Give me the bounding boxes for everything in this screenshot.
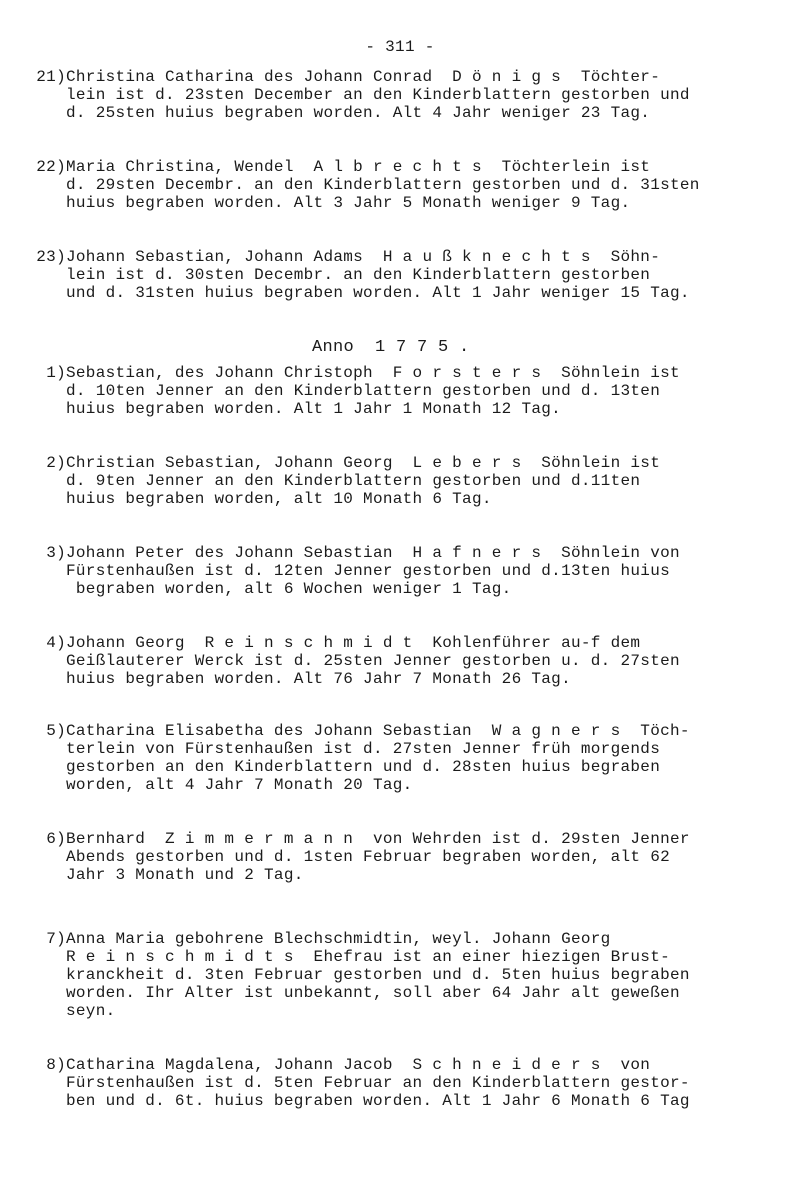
page-number: - 311 -: [365, 38, 435, 56]
entry-line: begraben worden, alt 6 Wochen weniger 1 Tag.: [66, 580, 512, 598]
entry-text: [66, 930, 781, 1020]
entry-line: Christian Sebastian, Johann Georg L e b e r s Söhnlein ist: [66, 454, 661, 472]
entry-number: 8): [46, 1056, 66, 1074]
entry-line: Johann Peter des Johann Sebastian H a f n e r s Söhnlein von: [66, 544, 680, 562]
entry-number: 3): [46, 544, 66, 562]
entry-number: 5): [46, 722, 66, 740]
entry-line: Catharina Magdalena, Johann Jacob S c h n e i d e r s von: [66, 1056, 651, 1074]
entry-line: d. 9ten Jenner an den Kinderblattern gestorben und d.11ten: [66, 472, 641, 490]
entry-line: R e i n s c h m i d t s Ehefrau ist an einer hiezigen Brust-: [66, 948, 670, 966]
entry-line: d. 29sten Decembr. an den Kinderblattern gestorben und d. 31sten: [66, 176, 700, 194]
entry-line: Christina Catharina des Johann Conrad D ö n i g s Töchter-: [66, 68, 661, 86]
entry-number: 4): [46, 634, 66, 652]
entry-text: [66, 544, 781, 598]
entry-line: huius begraben worden, alt 10 Monath 6 Tag.: [66, 490, 492, 508]
year-heading: Anno 1 7 7 5 .: [312, 338, 470, 357]
entry-line: huius begraben worden. Alt 1 Jahr 1 Monath 12 Tag.: [66, 400, 562, 418]
entry-number: 21): [36, 68, 66, 86]
entry-line: terlein von Fürstenhaußen ist d. 27sten Jenner früh morgends: [66, 740, 661, 758]
entry-line: gestorben an den Kinderblattern und d. 28sten huius begraben: [66, 758, 661, 776]
entry-text: [66, 1056, 781, 1110]
entry-line: Catharina Elisabetha des Johann Sebastian W a g n e r s Töch-: [66, 722, 690, 740]
entry-line: Fürstenhaußen ist d. 5ten Februar an den Kinderblattern gestor-: [66, 1074, 690, 1092]
entry-number: 23): [36, 248, 66, 266]
entry-text: [66, 830, 781, 884]
entry-number: 7): [46, 930, 66, 948]
entry-line: lein ist d. 23sten December an den Kinderblattern gestorben und: [66, 86, 690, 104]
entry-line: worden. Ihr Alter ist unbekannt, soll aber 64 Jahr alt geweßen: [66, 984, 680, 1002]
entry-line: ben und d. 6t. huius begraben worden. Alt 1 Jahr 6 Monath 6 Tag: [66, 1092, 690, 1110]
entry-line: Johann Georg R e i n s c h m i d t Kohlenführer au-f dem: [66, 634, 641, 652]
entry-number: 2): [46, 454, 66, 472]
entry-line: Johann Sebastian, Johann Adams H a u ß k n e c h t s Söhn-: [66, 248, 661, 266]
entry-line: d. 10ten Jenner an den Kinderblattern gestorben und d. 13ten: [66, 382, 661, 400]
entry-line: Fürstenhaußen ist d. 12ten Jenner gestorben und d.13ten huius: [66, 562, 670, 580]
entry-text: [66, 722, 781, 794]
entry-line: Geißlauterer Werck ist d. 25sten Jenner gestorben u. d. 27sten: [66, 652, 680, 670]
entry-line: Jahr 3 Monath und 2 Tag.: [66, 866, 304, 884]
entry-line: Sebastian, des Johann Christoph F o r s t e r s Söhnlein ist: [66, 364, 680, 382]
entry-text: [66, 454, 781, 508]
entry-line: kranckheit d. 3ten Februar gestorben und d. 5ten huius begraben: [66, 966, 690, 984]
entry-number: 6): [46, 830, 66, 848]
entry-text: [66, 158, 781, 212]
entry-text: [66, 634, 781, 688]
entry-number: 1): [46, 364, 66, 382]
entry-line: seyn.: [66, 1002, 116, 1020]
entry-line: Bernhard Z i m m e r m a n n von Wehrden ist d. 29sten Jenner: [66, 830, 690, 848]
entry-line: und d. 31sten huius begraben worden. Alt 1 Jahr weniger 15 Tag.: [66, 284, 690, 302]
entry-line: Anna Maria gebohrene Blechschmidtin, weyl. Johann Georg: [66, 930, 611, 948]
entry-text: [66, 68, 781, 122]
entry-text: [66, 364, 781, 418]
entry-line: Maria Christina, Wendel A l b r e c h t s Töchterlein ist: [66, 158, 651, 176]
entry-line: lein ist d. 30sten Decembr. an den Kinderblattern gestorben: [66, 266, 651, 284]
entry-line: Abends gestorben und d. 1sten Februar begraben worden, alt 62: [66, 848, 670, 866]
entry-line: huius begraben worden. Alt 76 Jahr 7 Monath 26 Tag.: [66, 670, 571, 688]
entry-line: worden, alt 4 Jahr 7 Monath 20 Tag.: [66, 776, 413, 794]
entry-line: huius begraben worden. Alt 3 Jahr 5 Monath weniger 9 Tag.: [66, 194, 631, 212]
entry-number: 22): [36, 158, 66, 176]
entry-line: d. 25sten huius begraben worden. Alt 4 Jahr weniger 23 Tag.: [66, 104, 651, 122]
entry-text: [66, 248, 781, 302]
